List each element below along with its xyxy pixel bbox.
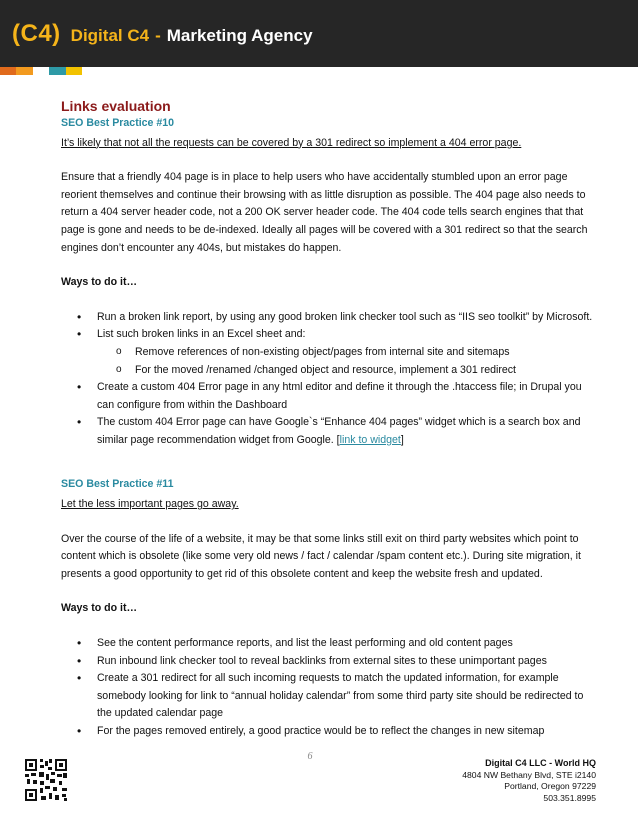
list-item: • Run inbound link checker tool to reveal backlinks from external sites to these unimportant pages [61,653,601,671]
list-item: • Run a broken link report, by using any good broken link checker tool such as “IIS seo toolkit” by Microsoft. [61,309,601,327]
footer-address-line-1: 4804 NW Bethany Blvd, STE i2140 [462,769,596,780]
company-name: Digital C4 [70,26,150,45]
practice-10-heading: SEO Best Practice #10 [61,117,175,129]
document-body [61,97,601,741]
footer-address [462,758,596,804]
practice-11-heading: SEO Best Practice #11 [61,477,174,490]
color-stripe-white [33,67,49,75]
color-stripe-amber [16,67,33,75]
color-stripe-yellow [66,67,82,75]
practice-10-list [61,309,601,450]
practice-11-ways-heading: Ways to do it… [61,602,138,615]
brand [12,20,313,52]
list-item: • Create a custom 404 Error page in any html editor and define it through the .htaccess file; in Drupal you can configure from within the Dashboard [61,379,601,414]
widget-link[interactable]: link to widget [339,433,401,446]
footer-phone: 503.351.8995 [543,792,596,803]
practice-10-body: Ensure that a friendly 404 page is in place to help users who have accidentally stumbled upon an error page reorient themselves and continue their browsing with as little disruption as possible. The 404 page also needs to return a 404 server header code, not a 200 OK server header code. The 404 code tells search engines that that page is gone and needs to be de-indexed. Ideally all pages will be covered with a 301 redirect so that the search engines don’t encounter any 404s, but mistakes do happen. [61,171,588,254]
list-item-text: The custom 404 Error page can have Google`s “Enhance 404 pages” widget which is a search box and similar page recommendation widget from Google. [97,416,581,446]
sub-list-item: o For the moved /renamed /changed object and resource, implement a 301 redirect [61,362,601,380]
sub-list-item: o Remove references of non-existing object/pages from internal site and sitemaps [61,344,601,362]
practice-11-body: Over the course of the life of a website, it may be that some links still exit on third party websites which point to content which is obsolete (like some very old news / fact / calendar /spam content etc.). During site migration, it presents a good opportunity to get rid of this obsolete content and keep the website fresh and updated. [61,532,581,580]
brand-separator: - [155,26,161,45]
list-item: • List such broken links in an Excel sheet and: [61,326,601,344]
practice-10-ways-heading: Ways to do it… [61,276,138,289]
color-stripe-orange [0,67,16,75]
list-item: • For the pages removed entirely, a good practice would be to reflect the changes in new sitemap [61,723,601,741]
practice-11-list [61,635,601,741]
page-number: 6 [307,751,313,762]
qr-code-icon [24,758,68,802]
c4-logo: (C4) [12,20,61,47]
practice-10-summary: It’s likely that not all the requests can be covered by a 301 redirect so implement a 404 error page. [61,136,522,149]
footer-address-line-2: Portland, Oregon 97229 [504,781,596,791]
list-item: • Create a 301 redirect for all such incoming requests to match the updated information, for example somebody looking for link to “annual holiday calendar” from some third party site should be redirected to the updated calendar page [61,670,601,723]
brand-tagline: Marketing Agency [166,26,313,45]
page-header [0,0,638,67]
color-stripe-teal [49,67,66,75]
list-item: • See the content performance reports, and list the least performing and old content pages [61,635,601,653]
list-item-widget [61,414,601,449]
bracket-close: ] [400,433,404,446]
bracket-open: [ [336,433,340,446]
practice-11-summary: Let the less important pages go away. [61,498,239,511]
section-title: Links evaluation [61,98,171,114]
footer-company: Digital C4 LLC - World HQ [485,758,596,768]
